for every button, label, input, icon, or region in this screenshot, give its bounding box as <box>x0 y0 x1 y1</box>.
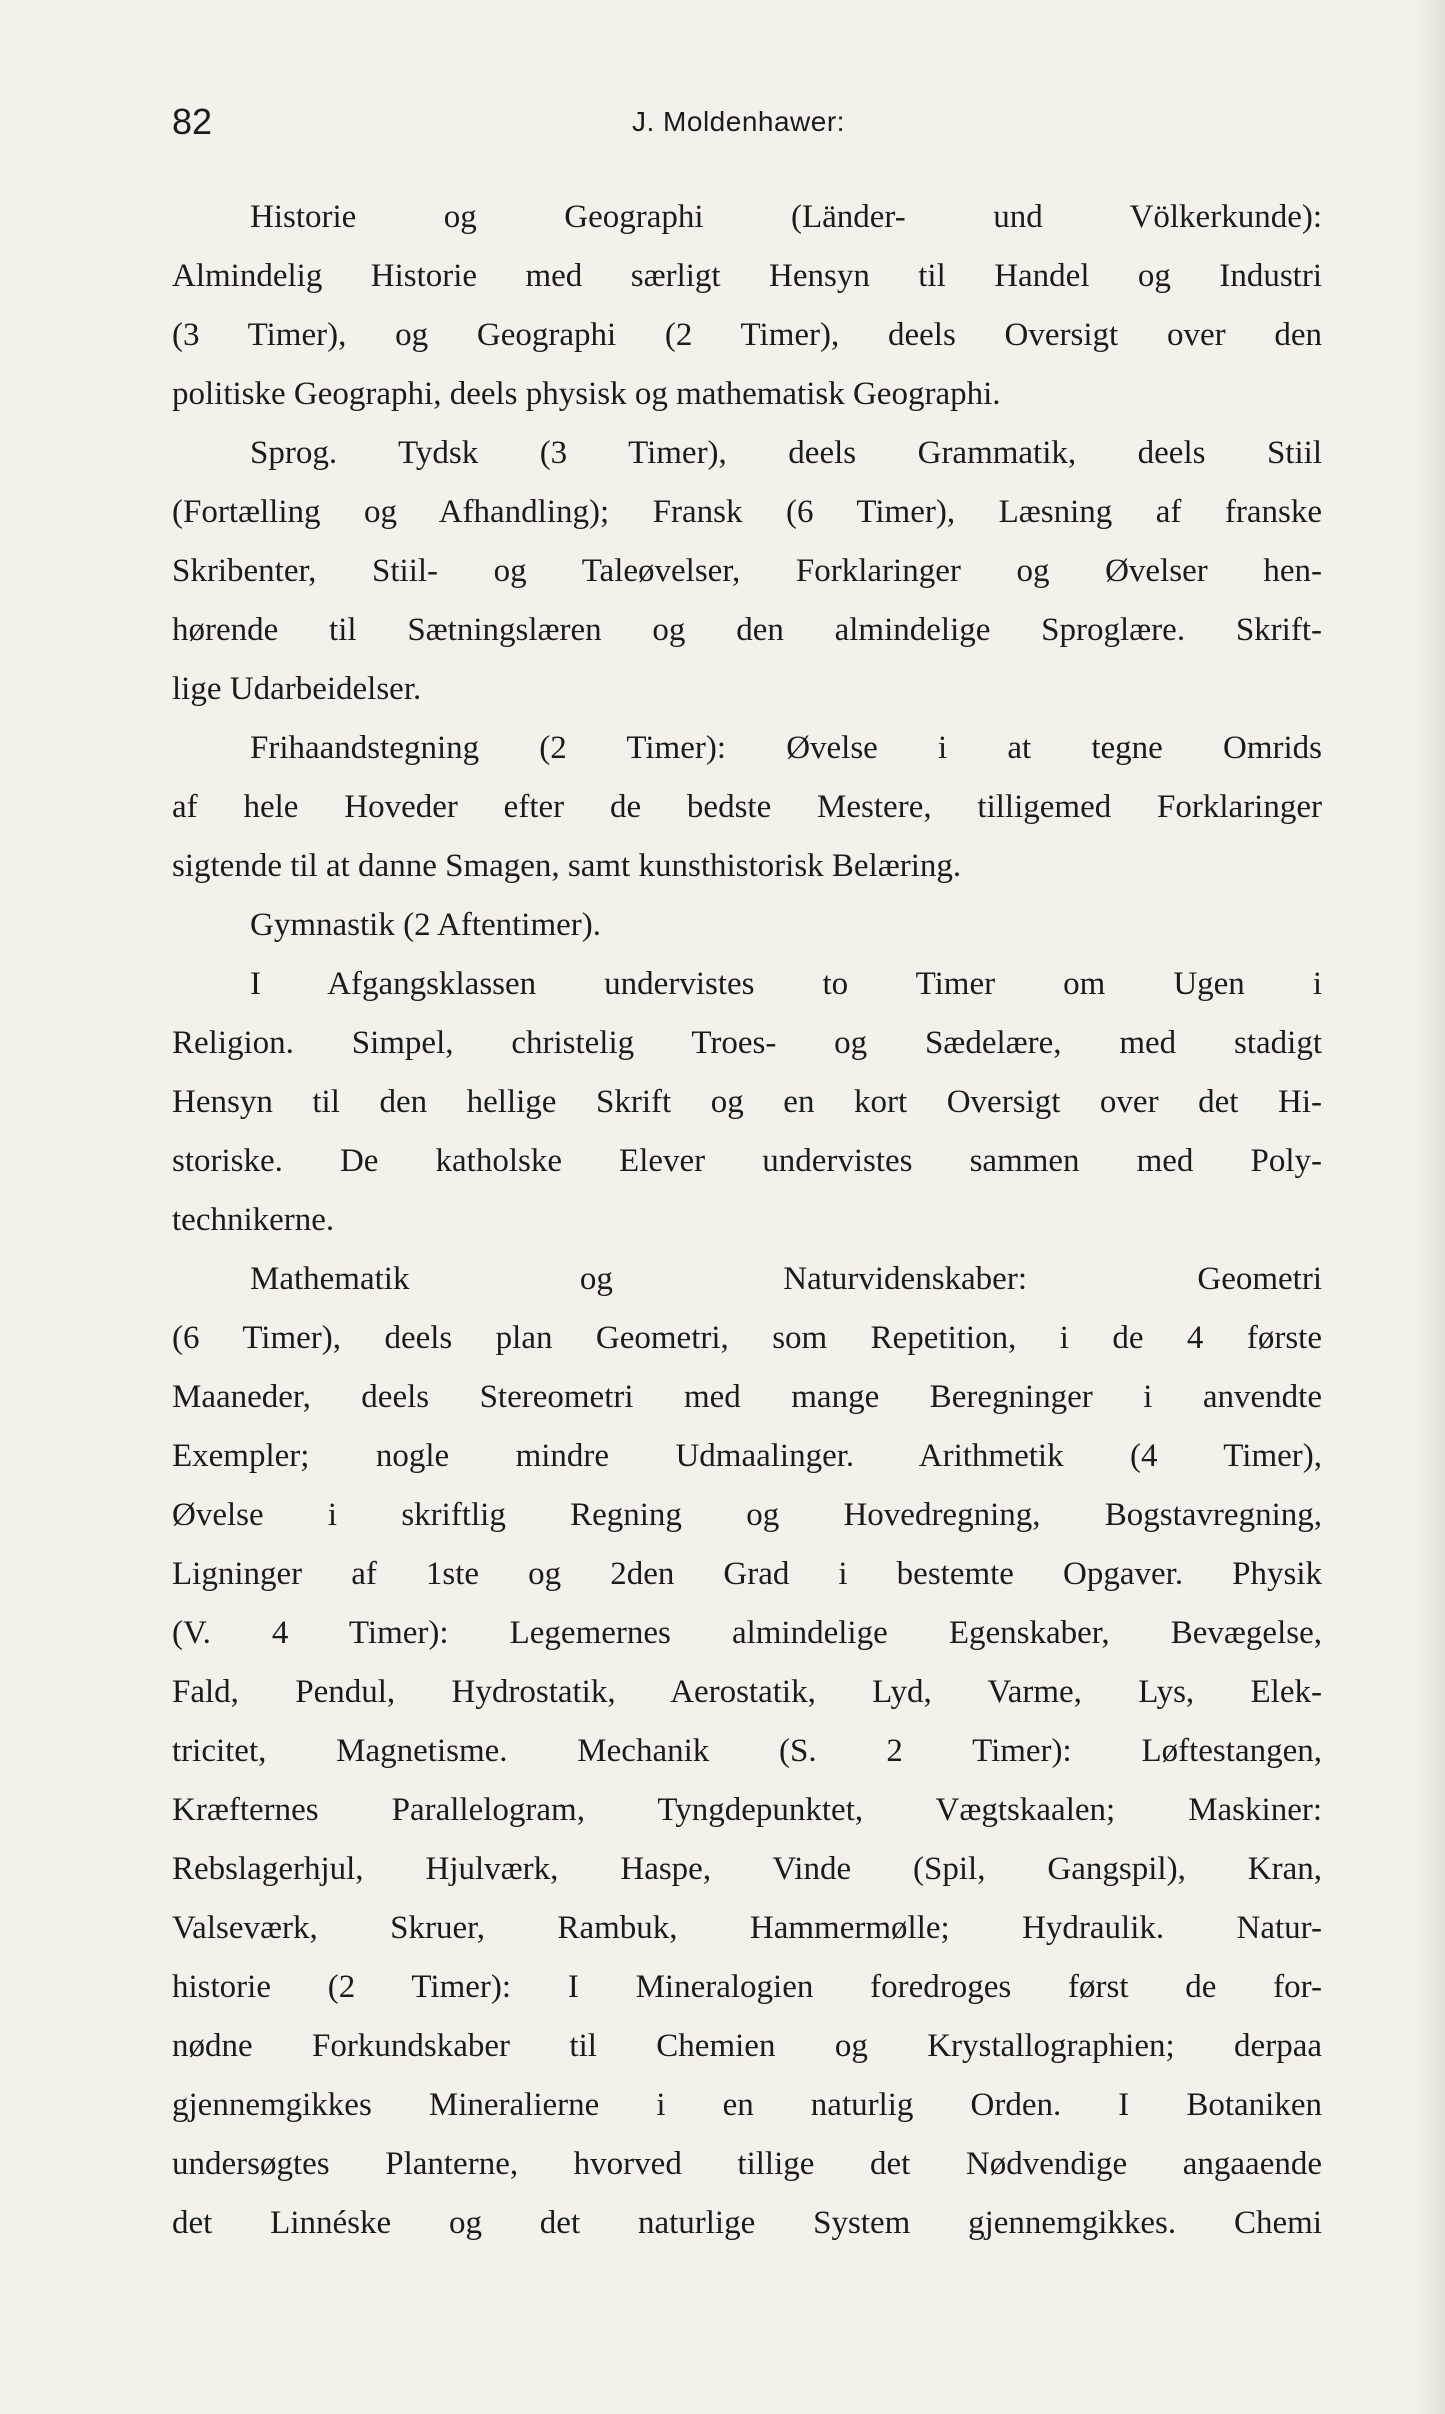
text-line: Gymnastik (2 Aftentimer). <box>250 907 602 943</box>
running-head: J. Moldenhawer: <box>632 106 845 137</box>
text-line: historie (2 Timer): I Mineralogien foredroges først de for- <box>172 1969 1322 2005</box>
text-line: Fald, Pendul, Hydrostatik, Aerostatik, Lyd, Varme, Lys, Elek- <box>172 1674 1322 1710</box>
body-text <box>172 188 1322 2253</box>
text-line: (V. 4 Timer): Legemernes almindelige Egenskaber, Bevægelse, <box>172 1615 1322 1651</box>
page-edge-shadow <box>1417 0 1445 2414</box>
text-line: storiske. De katholske Elever undervistes sammen med Poly- <box>172 1143 1322 1179</box>
page-header <box>172 92 1322 152</box>
text-line: (6 Timer), deels plan Geometri, som Repetition, i de 4 første <box>172 1320 1322 1356</box>
text-line: hørende til Sætningslæren og den almindelige Sproglære. Skrift- <box>172 612 1322 648</box>
text-line: lige Udarbeidelser. <box>172 671 422 707</box>
text-line: Historie og Geographi (Länder- und Völkerkunde): <box>250 199 1322 235</box>
text-line: Almindelig Historie med særligt Hensyn til Handel og Industri <box>172 258 1322 294</box>
text-line: Øvelse i skriftlig Regning og Hovedregning, Bogstavregning, <box>172 1497 1322 1533</box>
text-line: gjennemgikkes Mineralierne i en naturlig Orden. I Botaniken <box>172 2087 1322 2123</box>
text-line: politiske Geographi, deels physisk og mathematisk Geographi. <box>172 376 1001 412</box>
text-line: Maaneder, deels Stereometri med mange Beregninger i anvendte <box>172 1379 1322 1415</box>
text-line: det Linnéske og det naturlige System gjennemgikkes. Chemi <box>172 2205 1322 2241</box>
text-line: Rebslagerhjul, Hjulværk, Haspe, Vinde (Spil, Gangspil), Kran, <box>172 1851 1322 1887</box>
text-line: Sprog. Tydsk (3 Timer), deels Grammatik, deels Stiil <box>250 435 1322 471</box>
text-line: Religion. Simpel, christelig Troes- og Sædelære, med stadigt <box>172 1025 1322 1061</box>
text-line: Kræfternes Parallelogram, Tyngdepunktet, Vægtskaalen; Maskiner: <box>172 1792 1322 1828</box>
text-line: Mathematik og Naturvidenskaber: Geometri <box>250 1261 1322 1297</box>
text-line: technikerne. <box>172 1202 335 1238</box>
text-line: Skribenter, Stiil- og Taleøvelser, Forklaringer og Øvelser hen- <box>172 553 1322 589</box>
text-line: Valseværk, Skruer, Rambuk, Hammermølle; Hydraulik. Natur- <box>172 1910 1322 1946</box>
text-line: sigtende til at danne Smagen, samt kunsthistorisk Belæring. <box>172 848 962 884</box>
text-line: (3 Timer), og Geographi (2 Timer), deels Oversigt over den <box>172 317 1322 353</box>
text-line: nødne Forkundskaber til Chemien og Krystallographien; derpaa <box>172 2028 1322 2064</box>
text-line: Frihaandstegning (2 Timer): Øvelse i at tegne Omrids <box>250 730 1322 766</box>
text-line: Hensyn til den hellige Skrift og en kort Oversigt over det Hi- <box>172 1084 1322 1120</box>
page-number: 82 <box>172 101 213 142</box>
text-line: (Fortælling og Afhandling); Fransk (6 Timer), Læsning af franske <box>172 494 1322 530</box>
text-line: af hele Hoveder efter de bedste Mestere, tilligemed Forklaringer <box>172 789 1322 825</box>
text-line: Ligninger af 1ste og 2den Grad i bestemte Opgaver. Physik <box>172 1556 1322 1592</box>
text-line: tricitet, Magnetisme. Mechanik (S. 2 Timer): Løftestangen, <box>172 1733 1322 1769</box>
text-line: undersøgtes Planterne, hvorved tillige det Nødvendige angaaende <box>172 2146 1322 2182</box>
text-line: I Afgangsklassen undervistes to Timer om Ugen i <box>250 966 1322 1002</box>
text-line: Exempler; nogle mindre Udmaalinger. Arithmetik (4 Timer), <box>172 1438 1322 1474</box>
